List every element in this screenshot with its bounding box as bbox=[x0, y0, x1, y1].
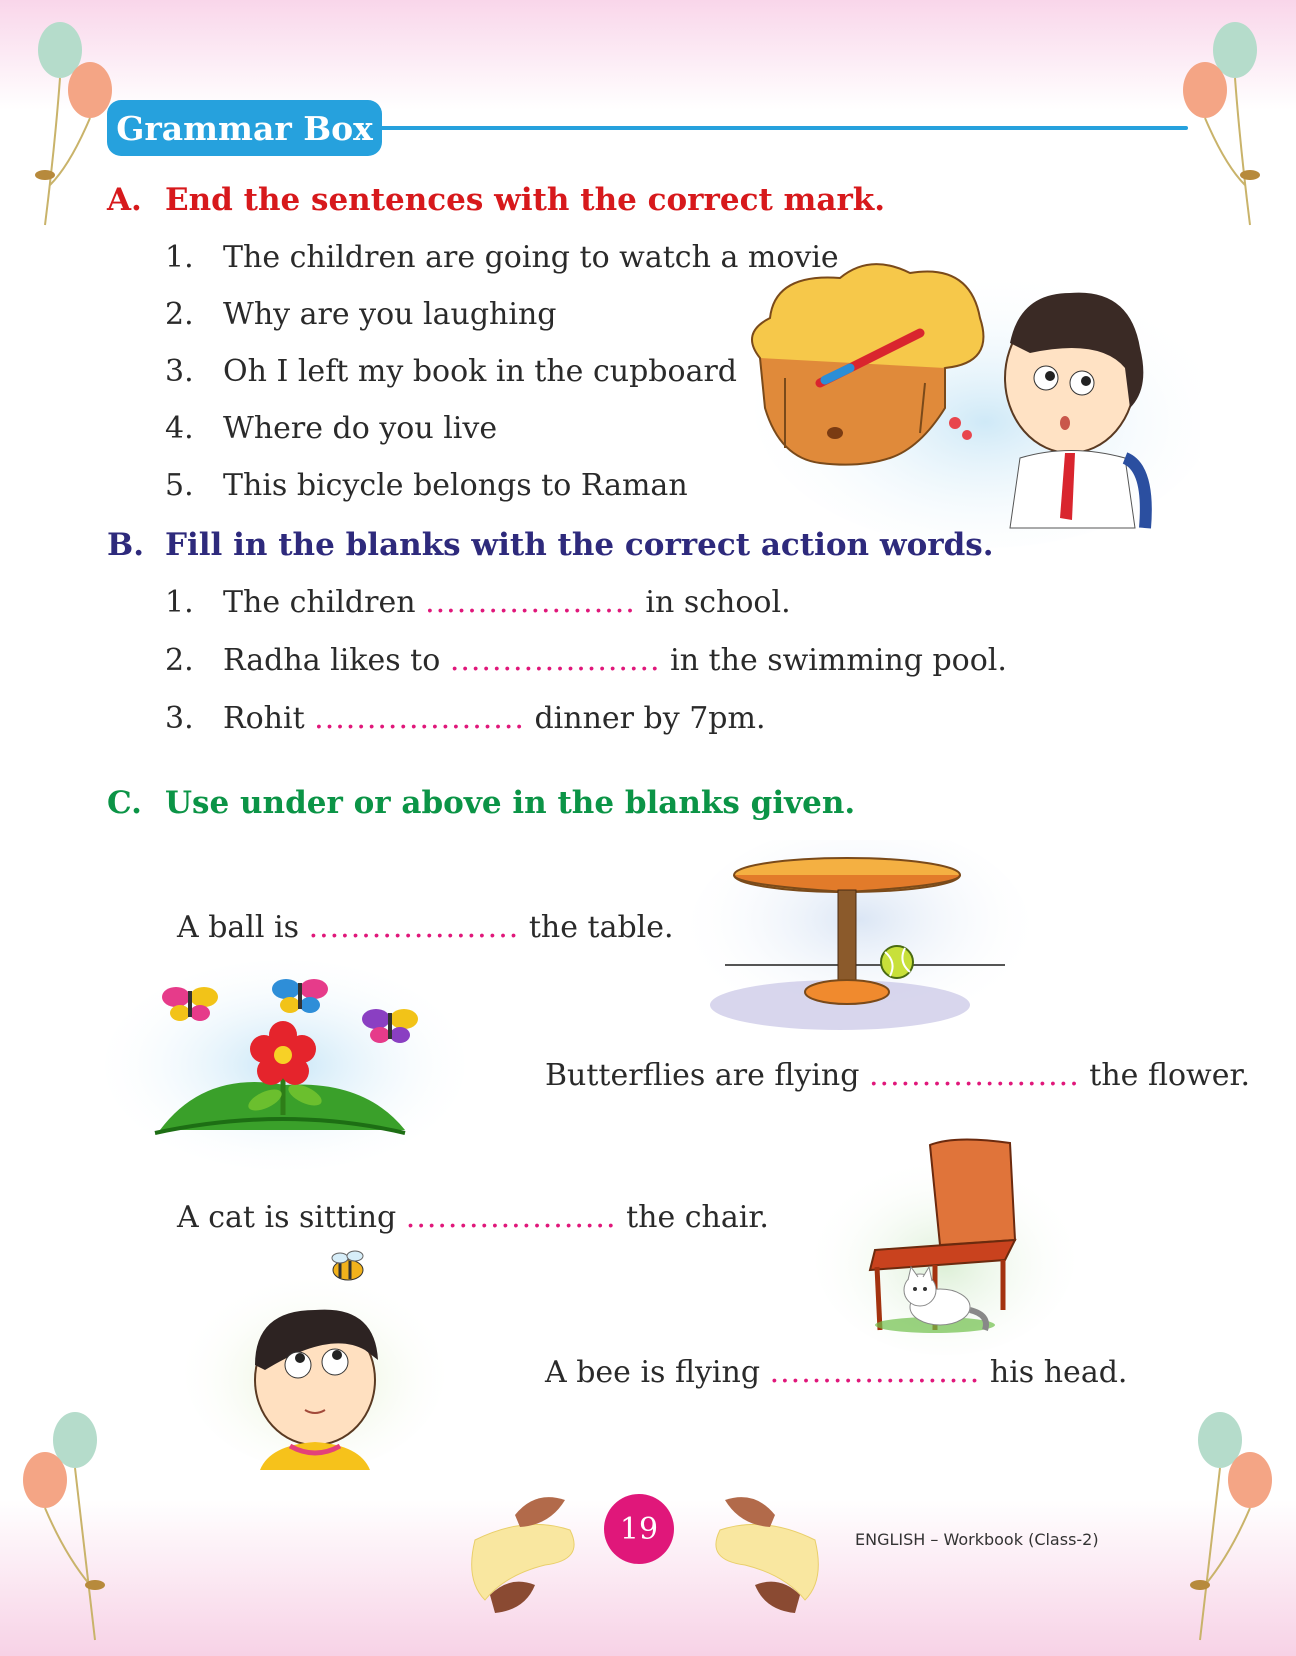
item-before: A bee is flying bbox=[545, 1355, 761, 1390]
item-before: The children bbox=[223, 585, 416, 620]
section-a-item bbox=[165, 411, 497, 446]
section-b-heading-text: Fill in the blanks with the correct action words. bbox=[165, 527, 994, 563]
header-rule bbox=[380, 126, 1188, 130]
item-number: 2. bbox=[165, 297, 194, 332]
balloons-bottom-left-decoration bbox=[15, 1405, 125, 1645]
section-b-item bbox=[165, 701, 766, 736]
section-a-item bbox=[165, 468, 688, 503]
fill-blank[interactable]: .................... bbox=[405, 1200, 617, 1235]
section-c-heading bbox=[107, 785, 855, 821]
section-c-sentence bbox=[177, 1200, 769, 1235]
fill-blank[interactable]: .................... bbox=[869, 1058, 1080, 1093]
bee-above-boy-head-illustration bbox=[180, 1250, 450, 1470]
item-before: A cat is sitting bbox=[177, 1200, 397, 1235]
balloons-bottom-right-decoration bbox=[1175, 1405, 1285, 1645]
section-c-sentence bbox=[545, 1058, 1250, 1093]
section-a-letter: A. bbox=[107, 182, 142, 218]
butterflies-above-flower-illustration bbox=[105, 955, 465, 1170]
item-text: This bicycle belongs to Raman bbox=[223, 468, 688, 503]
item-before: Rohit bbox=[223, 701, 305, 736]
item-text: Where do you live bbox=[223, 411, 498, 446]
fill-blank[interactable]: .................... bbox=[449, 643, 661, 678]
fill-blank[interactable]: .................... bbox=[425, 585, 636, 620]
book-title-footer: ENGLISH – Workbook (Class-2) bbox=[855, 1530, 1099, 1549]
boy-thinking-pen-illustration bbox=[730, 258, 1200, 548]
ball-under-table-illustration bbox=[690, 840, 1030, 1040]
section-c-sentence bbox=[545, 1355, 1127, 1390]
section-b-letter: B. bbox=[107, 527, 144, 563]
item-number: 1. bbox=[165, 240, 194, 275]
item-number: 4. bbox=[165, 411, 194, 446]
section-a-heading-text: End the sentences with the correct mark. bbox=[165, 182, 886, 218]
fill-blank[interactable]: .................... bbox=[308, 910, 520, 945]
section-b-item bbox=[165, 585, 791, 620]
item-after: in the swimming pool. bbox=[670, 643, 1007, 678]
item-after: in school. bbox=[645, 585, 791, 620]
birds-ribbon-left-decoration bbox=[455, 1485, 595, 1620]
item-number: 3. bbox=[165, 701, 194, 736]
item-before: Radha likes to bbox=[223, 643, 441, 678]
section-c-sentence bbox=[177, 910, 674, 945]
section-b-item bbox=[165, 643, 1007, 678]
item-number: 2. bbox=[165, 643, 194, 678]
section-b-heading bbox=[107, 527, 994, 563]
item-before: Butterflies are flying bbox=[545, 1058, 860, 1093]
section-c-heading-text: Use under or above in the blanks given. bbox=[165, 785, 856, 821]
fill-blank[interactable]: .................... bbox=[314, 701, 525, 736]
cat-under-chair-illustration bbox=[815, 1135, 1075, 1355]
item-number: 3. bbox=[165, 354, 194, 389]
page-number-badge: 19 bbox=[604, 1494, 674, 1564]
item-before: A ball is bbox=[177, 910, 300, 945]
section-c-letter: C. bbox=[107, 785, 142, 821]
item-text: The children are going to watch a movie bbox=[223, 240, 839, 275]
item-text: Why are you laughing bbox=[223, 297, 557, 332]
grammar-box-title: Grammar Box bbox=[107, 100, 382, 156]
item-after: the flower. bbox=[1089, 1058, 1251, 1093]
section-a-item bbox=[165, 354, 737, 389]
balloons-top-right-decoration bbox=[1175, 15, 1285, 235]
item-number: 1. bbox=[165, 585, 194, 620]
item-number: 5. bbox=[165, 468, 194, 503]
item-after: dinner by 7pm. bbox=[534, 701, 766, 736]
item-after: the chair. bbox=[626, 1200, 769, 1235]
item-text: Oh I left my book in the cupboard bbox=[223, 354, 737, 389]
item-after: his head. bbox=[989, 1355, 1128, 1390]
item-after: the table. bbox=[528, 910, 674, 945]
section-a-item bbox=[165, 297, 556, 332]
fill-blank[interactable]: .................... bbox=[769, 1355, 981, 1390]
section-a-heading bbox=[107, 182, 885, 218]
birds-ribbon-right-decoration bbox=[695, 1485, 835, 1620]
